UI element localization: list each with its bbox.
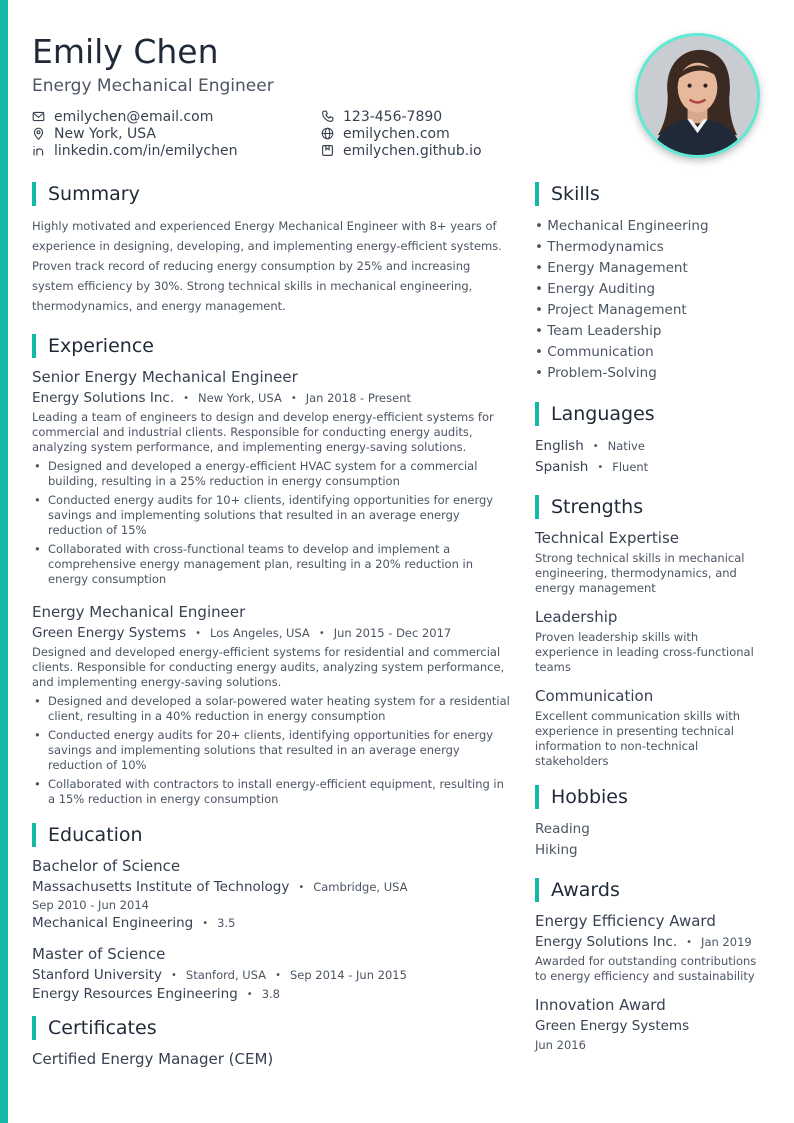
strength-item <box>535 687 762 769</box>
section-title: Skills <box>551 183 600 205</box>
education-section <box>32 823 514 1002</box>
section-title: Certificates <box>48 1017 157 1039</box>
resume-header <box>32 0 762 180</box>
separator-dot: • <box>298 881 305 893</box>
section-heading <box>32 182 514 206</box>
contact-linkedin[interactable] <box>32 142 321 159</box>
job-title: Senior Energy Mechanical Engineer <box>32 368 298 386</box>
experience-section <box>32 334 514 807</box>
education-entry <box>32 857 514 931</box>
section-heading <box>535 878 762 902</box>
certificate-item: Certified Energy Manager (CEM) <box>32 1050 274 1068</box>
heading-accent <box>32 823 36 847</box>
skills-list <box>535 216 762 384</box>
award-text: Awarded for outstanding contributions to energy efficiency and sustainability <box>535 954 757 983</box>
award-title: Innovation Award <box>535 996 666 1014</box>
portrait-image <box>638 36 757 155</box>
separator-dot: • <box>290 392 297 404</box>
job-entry <box>32 603 514 807</box>
section-title: Hobbies <box>551 786 628 808</box>
language-item <box>535 457 762 478</box>
strength-item <box>535 529 762 596</box>
heading-accent <box>32 182 36 206</box>
job-description: Leading a team of engineers to design and develop energy-efficient systems for commercial and industrial clients. Responsible for conducting energy audits, analyzing system performance, and implementing energy-saving solutions. <box>32 410 494 454</box>
contact-text: linkedin.com/in/emilychen <box>54 142 238 159</box>
right-column <box>535 182 762 1064</box>
skill-item: • Communication <box>535 342 762 363</box>
strength-text: Proven leadership skills with experience in leading cross-functional teams <box>535 630 754 674</box>
resume-page <box>32 0 762 1123</box>
job-achievements <box>32 459 514 587</box>
job-meta <box>32 390 514 406</box>
contact-email[interactable] <box>32 108 321 125</box>
heading-accent <box>535 402 539 426</box>
award-meta <box>535 934 762 950</box>
list-item: • Collaborated with cross-functional teams to develop and implement a comprehensive energy management plan, resulting in a 20% reduction in energy consumption <box>32 542 514 587</box>
gpa: 3.8 <box>261 987 280 1001</box>
school-location: Cambridge, USA <box>313 880 408 894</box>
education-dates: Sep 2010 - Jun 2014 <box>32 898 149 912</box>
job-location: New York, USA <box>198 391 282 405</box>
skill-item: • Project Management <box>535 300 762 321</box>
contact-github[interactable] <box>321 142 552 159</box>
strength-item <box>535 608 762 675</box>
separator-dot: • <box>686 936 693 948</box>
degree: Bachelor of Science <box>32 857 181 875</box>
section-heading <box>535 785 762 809</box>
separator-dot: • <box>202 917 209 929</box>
globe-icon <box>321 127 334 140</box>
degree: Master of Science <box>32 945 166 963</box>
language-name: English <box>535 438 584 454</box>
separator-dot: • <box>597 462 604 473</box>
education-field-line <box>32 915 514 931</box>
strength-title: Communication <box>535 687 654 705</box>
strength-text: Excellent communication skills with experience in presenting technical information to non-technical stakeholders <box>535 709 741 768</box>
job-achievements <box>32 694 514 807</box>
job-title: Energy Mechanical Engineer <box>32 603 246 621</box>
education-dates: Sep 2014 - Jun 2015 <box>289 968 407 982</box>
accent-bar <box>0 0 8 1123</box>
list-item: • Collaborated with contractors to install energy-efficient equipment, resulting in a 15% reduction in energy consumption <box>32 777 514 807</box>
award-org: Energy Solutions Inc. <box>535 934 678 950</box>
award-title: Energy Efficiency Award <box>535 912 716 930</box>
github-icon <box>321 144 334 157</box>
skill-item: • Problem-Solving <box>535 363 762 384</box>
strengths-section <box>535 495 762 769</box>
section-heading <box>535 182 762 206</box>
hobbies-section <box>535 785 762 861</box>
education-field-line <box>32 986 514 1002</box>
separator-dot: • <box>195 627 202 639</box>
school-name: Massachusetts Institute of Technology <box>32 879 290 895</box>
languages-list <box>535 436 762 478</box>
section-title: Summary <box>48 183 140 205</box>
language-name: Spanish <box>535 459 589 475</box>
award-org: Green Energy Systems <box>535 1018 690 1034</box>
separator-dot: • <box>246 988 253 1000</box>
left-column <box>32 182 514 1068</box>
field-of-study: Mechanical Engineering <box>32 915 194 931</box>
section-title: Experience <box>48 335 154 357</box>
field-of-study: Energy Resources Engineering <box>32 986 238 1002</box>
languages-section <box>535 402 762 478</box>
skills-section <box>535 182 762 384</box>
skill-item: • Mechanical Engineering <box>535 216 762 237</box>
skill-item: • Team Leadership <box>535 321 762 342</box>
job-meta <box>32 625 514 641</box>
hobby-item: Hiking <box>535 842 578 858</box>
location-icon <box>32 127 45 140</box>
skill-item: • Energy Management <box>535 258 762 279</box>
heading-accent <box>32 334 36 358</box>
summary-text: Highly motivated and experienced Energy Mechanical Engineer with 8+ years of experience in designing, developing, and implementing energy-efficient systems. Proven track record of reducing energy consumption by 25% and increasing system efficiency by 30%. Strong technical skills in mechanical engineering, thermodynamics, and energy management. <box>32 219 502 313</box>
separator-dot: • <box>183 392 190 404</box>
award-date: Jan 2019 <box>701 935 752 949</box>
education-school-line <box>32 879 514 895</box>
heading-accent <box>535 182 539 206</box>
job-company: Green Energy Systems <box>32 625 187 641</box>
job-location: Los Angeles, USA <box>210 626 310 640</box>
certificates-section <box>32 1016 514 1068</box>
separator-dot: • <box>275 969 281 981</box>
contact-text: emilychen.com <box>343 125 450 142</box>
language-level: Native <box>607 439 645 453</box>
contact-text: New York, USA <box>54 125 156 142</box>
language-item <box>535 436 762 457</box>
section-heading <box>535 402 762 426</box>
contact-list <box>32 108 552 159</box>
award-date: Jun 2016 <box>535 1038 586 1052</box>
separator-dot: • <box>592 441 599 452</box>
award-item <box>535 996 762 1052</box>
gpa: 3.5 <box>217 916 236 930</box>
contact-text: 123-456-7890 <box>343 108 443 125</box>
job-description: Designed and developed energy-efficient systems for residential and commercial clients. Responsible for conducting energy audits, analyzing system performance, and implementing energy-saving solutions. <box>32 645 505 689</box>
contact-phone[interactable] <box>321 108 552 125</box>
heading-accent <box>535 878 539 902</box>
section-heading <box>535 495 762 519</box>
separator-dot: • <box>170 969 177 981</box>
hobbies-list <box>535 819 762 861</box>
job-dates: Jun 2015 - Dec 2017 <box>333 626 452 640</box>
award-item <box>535 912 762 984</box>
section-heading <box>32 334 514 358</box>
summary-section <box>32 182 514 316</box>
strengths-list <box>535 529 762 769</box>
section-title: Education <box>48 824 143 846</box>
candidate-name: Emily Chen <box>32 32 219 71</box>
section-title: Languages <box>551 403 655 425</box>
skill-item: • Thermodynamics <box>535 237 762 258</box>
list-item: • Designed and developed a energy-efficient HVAC system for a commercial building, resulting in a 25% reduction in energy consumption <box>32 459 514 489</box>
award-meta <box>535 1018 762 1034</box>
strength-title: Leadership <box>535 608 618 626</box>
contact-text: emilychen.github.io <box>343 142 482 159</box>
awards-section <box>535 878 762 1052</box>
skill-item: • Energy Auditing <box>535 279 762 300</box>
hobby-item: Reading <box>535 821 590 837</box>
list-item: • Conducted energy audits for 10+ clients, identifying opportunities for energy savings and implementing solutions that resulted in an average energy reduction of 15% <box>32 493 514 538</box>
profile-photo <box>635 33 760 158</box>
education-entry <box>32 945 514 1002</box>
phone-icon <box>321 110 334 123</box>
job-company: Energy Solutions Inc. <box>32 390 175 406</box>
list-item: • Designed and developed a solar-powered water heating system for a residential client, resulting in a 40% reduction in energy consumption <box>32 694 514 724</box>
contact-website[interactable] <box>321 125 552 142</box>
language-level: Fluent <box>612 460 649 474</box>
strength-title: Technical Expertise <box>535 529 680 547</box>
heading-accent <box>535 495 539 519</box>
contact-location <box>32 125 321 142</box>
heading-accent <box>535 785 539 809</box>
school-location: Stanford, USA <box>185 968 267 982</box>
list-item: • Conducted energy audits for 20+ clients, identifying opportunities for energy savings and implementing solutions that resulted in an average energy reduction of 10% <box>32 728 514 773</box>
heading-accent <box>32 1016 36 1040</box>
contact-text: emilychen@email.com <box>54 108 214 125</box>
school-name: Stanford University <box>32 967 162 983</box>
section-title: Awards <box>551 879 620 901</box>
candidate-role: Energy Mechanical Engineer <box>32 76 274 96</box>
mail-icon <box>32 110 45 123</box>
linkedin-icon <box>32 144 45 157</box>
strength-text: Strong technical skills in mechanical engineering, thermodynamics, and energy management <box>535 551 745 595</box>
separator-dot: • <box>318 627 325 639</box>
section-heading <box>32 1016 514 1040</box>
section-heading <box>32 823 514 847</box>
education-school-line <box>32 967 514 983</box>
job-dates: Jan 2018 - Present <box>305 391 411 405</box>
job-entry <box>32 368 514 587</box>
section-title: Strengths <box>551 496 644 518</box>
